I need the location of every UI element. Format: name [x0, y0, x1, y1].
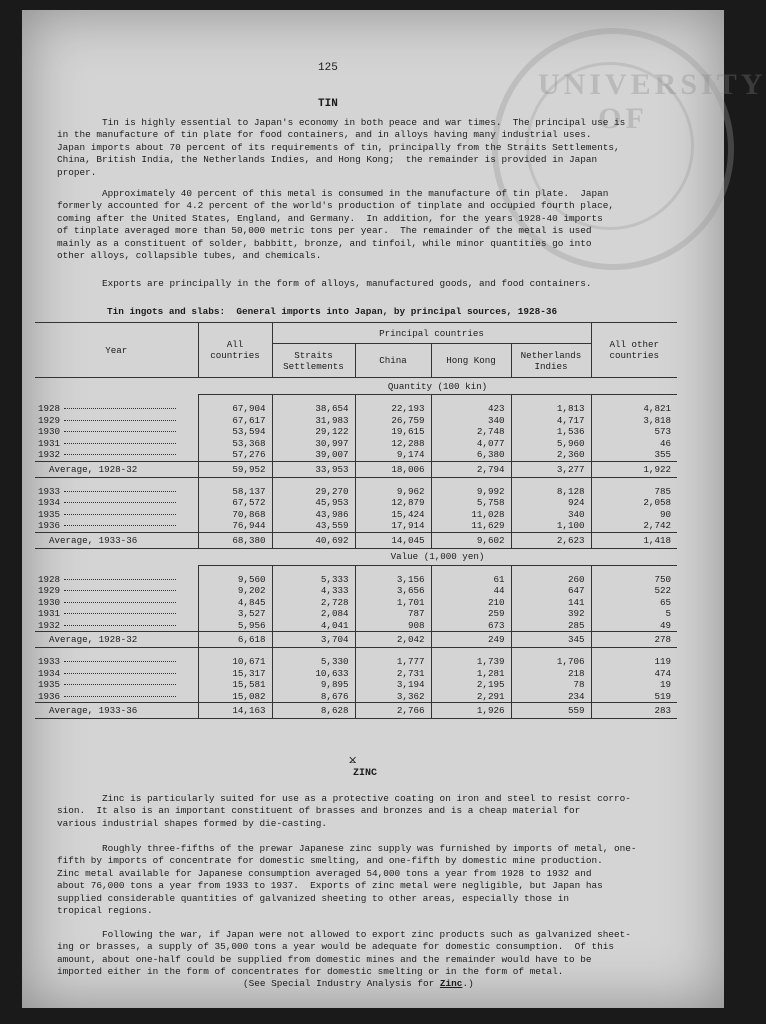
cell-straits-settlements: 5,333 [272, 574, 355, 586]
section-label: Value (1,000 yen) [198, 548, 677, 565]
cell-straits-settlements: 29,270 [272, 486, 355, 498]
cell-hong-kong: 44 [431, 585, 511, 597]
table-row [35, 585, 677, 597]
avg-cell-all-other-countries: 283 [591, 703, 677, 719]
year-label: 1932 [38, 619, 61, 631]
see-also-note [243, 978, 474, 989]
cell-year [35, 497, 198, 509]
avg-cell-straits-settlements: 8,628 [272, 703, 355, 719]
leader-dots [64, 454, 176, 455]
table-row [35, 415, 677, 427]
avg-cell-hong-kong: 9,602 [431, 532, 511, 548]
cell-year [35, 438, 198, 450]
avg-cell-straits-settlements: 40,692 [272, 532, 355, 548]
cell-all-other-countries: 573 [591, 426, 677, 438]
cell-all-countries: 58,137 [198, 486, 272, 498]
cell-straits-settlements: 4,333 [272, 585, 355, 597]
year-label: 1935 [38, 508, 61, 520]
table-row [35, 438, 677, 450]
cell-netherlands-indies: 1,100 [511, 520, 591, 532]
cell-all-other-countries: 90 [591, 509, 677, 521]
cell-netherlands-indies: 392 [511, 608, 591, 620]
table-row [35, 497, 677, 509]
cell-hong-kong: 1,739 [431, 656, 511, 668]
cell-straits-settlements: 29,122 [272, 426, 355, 438]
table-row [35, 691, 677, 703]
cell-netherlands-indies: 1,813 [511, 403, 591, 415]
cell-year [35, 403, 198, 415]
cell-hong-kong: 5,758 [431, 497, 511, 509]
avg-cell-hong-kong: 1,926 [431, 703, 511, 719]
zinc-paragraph-1: Zinc is particularly suited for use as a protective coating on iron and steel to resist corro- sion. It also is an important constituent of brasses and bronzes and is a cheap material for various industrial shapes formed by die-casting. [57, 793, 631, 829]
cell-hong-kong: 259 [431, 608, 511, 620]
leader-dots [64, 625, 176, 626]
header-year: Year [35, 323, 198, 378]
cell-year [35, 449, 198, 461]
cell-all-other-countries: 4,821 [591, 403, 677, 415]
section-title-zinc: ZINC [353, 768, 378, 779]
cell-china: 19,615 [355, 426, 431, 438]
cell-all-countries: 67,572 [198, 497, 272, 509]
table-row [35, 620, 677, 632]
cell-all-countries: 70,868 [198, 509, 272, 521]
table-row [35, 509, 677, 521]
cell-netherlands-indies: 234 [511, 691, 591, 703]
cell-hong-kong: 2,748 [431, 426, 511, 438]
year-label: 1933 [38, 485, 61, 497]
cell-all-other-countries: 49 [591, 620, 677, 632]
avg-cell-year: Average, 1928-32 [35, 461, 198, 477]
average-row [35, 632, 677, 648]
cell-netherlands-indies: 340 [511, 509, 591, 521]
avg-cell-year: Average, 1928-32 [35, 632, 198, 648]
cell-netherlands-indies: 2,360 [511, 449, 591, 461]
cell-hong-kong: 11,629 [431, 520, 511, 532]
section-label: Quantity (100 kin) [198, 378, 677, 395]
table-row [35, 679, 677, 691]
cell-all-countries: 10,671 [198, 656, 272, 668]
cell-straits-settlements: 45,953 [272, 497, 355, 509]
avg-cell-straits-settlements: 33,953 [272, 461, 355, 477]
cell-china: 17,914 [355, 520, 431, 532]
cell-straits-settlements: 43,559 [272, 520, 355, 532]
row-spacer [35, 565, 677, 574]
cell-hong-kong: 210 [431, 597, 511, 609]
leader-dots [64, 491, 176, 492]
cell-all-countries: 9,560 [198, 574, 272, 586]
cell-straits-settlements: 8,676 [272, 691, 355, 703]
cell-all-countries: 4,845 [198, 597, 272, 609]
section-label-spacer [35, 548, 198, 565]
cell-china: 2,731 [355, 668, 431, 680]
year-label: 1934 [38, 667, 61, 679]
cell-straits-settlements: 5,330 [272, 656, 355, 668]
table-row [35, 486, 677, 498]
year-label: 1932 [38, 449, 61, 461]
avg-cell-year: Average, 1933-36 [35, 703, 198, 719]
cell-year [35, 585, 198, 597]
cell-year [35, 656, 198, 668]
cell-year [35, 486, 198, 498]
leader-dots [64, 443, 176, 444]
cell-all-countries: 5,956 [198, 620, 272, 632]
cell-year [35, 426, 198, 438]
cell-all-countries: 15,082 [198, 691, 272, 703]
cell-netherlands-indies: 4,717 [511, 415, 591, 427]
see-note-prefix: (See Special Industry Analysis for [243, 978, 440, 989]
cell-china: 1,701 [355, 597, 431, 609]
cell-china: 3,656 [355, 585, 431, 597]
avg-cell-all-other-countries: 1,922 [591, 461, 677, 477]
cell-year [35, 620, 198, 632]
cell-hong-kong: 673 [431, 620, 511, 632]
seal-text: UNIVERSITY OF [538, 68, 766, 135]
cell-hong-kong: 9,992 [431, 486, 511, 498]
leader-dots [64, 661, 176, 662]
table-row [35, 608, 677, 620]
average-row [35, 461, 677, 477]
cell-year [35, 520, 198, 532]
cell-netherlands-indies: 647 [511, 585, 591, 597]
leader-dots [64, 684, 176, 685]
cell-china: 787 [355, 608, 431, 620]
cell-straits-settlements: 31,983 [272, 415, 355, 427]
table-row [35, 574, 677, 586]
cell-all-countries: 76,944 [198, 520, 272, 532]
leader-dots [64, 431, 176, 432]
cell-netherlands-indies: 8,128 [511, 486, 591, 498]
cell-hong-kong: 2,195 [431, 679, 511, 691]
cell-china: 3,156 [355, 574, 431, 586]
zinc-paragraph-3: Following the war, if Japan were not allowed to export zinc products such as galvanized sheet- ing or brasses, a supply of 35,000 tons a year would be adequate for domestic consumption. Of this amount, about one-half could be supplied from domestic mines and the remainder would have to be imported either in the form of concentrates for domestic smelting or in the form of metal. [57, 929, 631, 978]
cell-all-other-countries: 519 [591, 691, 677, 703]
header-straits-settlements: Straits Settlements [272, 344, 355, 378]
avg-cell-china: 2,766 [355, 703, 431, 719]
header-principal-countries: Principal countries [272, 323, 591, 344]
leader-dots [64, 673, 176, 674]
leader-dots [64, 420, 176, 421]
cell-all-other-countries: 2,742 [591, 520, 677, 532]
cell-netherlands-indies: 1,536 [511, 426, 591, 438]
row-spacer [35, 477, 677, 486]
avg-cell-china: 18,006 [355, 461, 431, 477]
leader-dots [64, 696, 176, 697]
table-caption: Tin ingots and slabs: General imports into Japan, by principal sources, 1928-36 [107, 306, 558, 317]
cell-all-other-countries: 65 [591, 597, 677, 609]
avg-cell-hong-kong: 249 [431, 632, 511, 648]
cell-straits-settlements: 38,654 [272, 403, 355, 415]
tin-imports-table [35, 322, 677, 719]
year-label: 1931 [38, 437, 61, 449]
year-label: 1928 [38, 573, 61, 585]
cell-all-other-countries: 5 [591, 608, 677, 620]
cell-year [35, 691, 198, 703]
avg-cell-hong-kong: 2,794 [431, 461, 511, 477]
cell-straits-settlements: 2,728 [272, 597, 355, 609]
cell-all-countries: 53,368 [198, 438, 272, 450]
cell-all-other-countries: 46 [591, 438, 677, 450]
cell-all-other-countries: 3,818 [591, 415, 677, 427]
avg-cell-china: 14,045 [355, 532, 431, 548]
cell-straits-settlements: 9,895 [272, 679, 355, 691]
cell-hong-kong: 2,291 [431, 691, 511, 703]
see-note-zinc-reference: Zinc [439, 978, 463, 989]
table-row [35, 668, 677, 680]
cell-hong-kong: 6,380 [431, 449, 511, 461]
cell-all-other-countries: 355 [591, 449, 677, 461]
avg-cell-straits-settlements: 3,704 [272, 632, 355, 648]
year-label: 1933 [38, 656, 61, 668]
cell-china: 1,777 [355, 656, 431, 668]
cell-netherlands-indies: 1,706 [511, 656, 591, 668]
table-row [35, 426, 677, 438]
tin-paragraph-2: Approximately 40 percent of this metal is consumed in the manufacture of tin plate. Japan formerly accounted for 4.2 percent of the world's production of tinplate and occupied fourth place, coming after the United States, England, and Germany. In addition, for the years 1928-40 imports of tinplate averaged more than 50,000 metric tons per year. The remainder of the metal is used mainly as a constituent of solder, babbitt, bronze, and tinfoil, while minor quantities go into other alloys, collapsible tubes, and chemicals. [57, 188, 614, 262]
cell-straits-settlements: 39,007 [272, 449, 355, 461]
cell-straits-settlements: 43,986 [272, 509, 355, 521]
cell-year [35, 574, 198, 586]
leader-dots [64, 514, 176, 515]
year-label: 1928 [38, 403, 61, 415]
cell-all-other-countries: 119 [591, 656, 677, 668]
row-spacer [35, 648, 677, 657]
cell-china: 12,288 [355, 438, 431, 450]
year-label: 1936 [38, 690, 61, 702]
cell-all-other-countries: 2,058 [591, 497, 677, 509]
header-all-countries: All countries [198, 323, 272, 378]
cell-netherlands-indies: 78 [511, 679, 591, 691]
cell-china: 22,193 [355, 403, 431, 415]
cell-all-other-countries: 474 [591, 668, 677, 680]
year-label: 1934 [38, 497, 61, 509]
cell-year [35, 679, 198, 691]
cell-straits-settlements: 4,041 [272, 620, 355, 632]
cell-hong-kong: 11,028 [431, 509, 511, 521]
avg-cell-all-countries: 14,163 [198, 703, 272, 719]
avg-cell-all-countries: 59,952 [198, 461, 272, 477]
table-row [35, 520, 677, 532]
year-label: 1930 [38, 426, 61, 438]
cell-straits-settlements: 10,633 [272, 668, 355, 680]
cell-hong-kong: 423 [431, 403, 511, 415]
cell-netherlands-indies: 285 [511, 620, 591, 632]
cell-all-countries: 53,594 [198, 426, 272, 438]
table-row [35, 656, 677, 668]
header-china: China [355, 344, 431, 378]
see-note-suffix: .) [462, 978, 474, 989]
cell-china: 9,174 [355, 449, 431, 461]
table-row [35, 449, 677, 461]
page-number: 125 [318, 62, 338, 74]
cell-year [35, 415, 198, 427]
avg-cell-all-other-countries: 1,418 [591, 532, 677, 548]
year-label: 1936 [38, 520, 61, 532]
cell-all-countries: 57,276 [198, 449, 272, 461]
cell-netherlands-indies: 5,960 [511, 438, 591, 450]
avg-cell-all-countries: 68,380 [198, 532, 272, 548]
zinc-paragraph-2: Roughly three-fifths of the prewar Japanese zinc supply was furnished by imports of metal, one- fifth by imports of concentrate for domestic smelting, and one-fifth by domestic mine production. Zinc metal available for Japanese consumption averaged 54,000 tons a year from 1928 to 1932 and about 76,000 tons a year from 1933 to 1937. Exports of zinc metal were negligible, but Japan has supplied considerable quantities of galvanized sheeting to other areas, especially those in tropical regions. [57, 843, 637, 917]
header-hong-kong: Hong Kong [431, 344, 511, 378]
cell-all-other-countries: 785 [591, 486, 677, 498]
leader-dots [64, 602, 176, 603]
cell-hong-kong: 340 [431, 415, 511, 427]
cell-china: 9,962 [355, 486, 431, 498]
cell-year [35, 668, 198, 680]
avg-cell-netherlands-indies: 345 [511, 632, 591, 648]
cell-year [35, 597, 198, 609]
leader-dots [64, 525, 176, 526]
table-row [35, 597, 677, 609]
cell-all-countries: 67,904 [198, 403, 272, 415]
avg-cell-netherlands-indies: 2,623 [511, 532, 591, 548]
header-all-other-countries: All other countries [591, 323, 677, 378]
cell-all-countries: 3,527 [198, 608, 272, 620]
leader-dots [64, 590, 176, 591]
cell-straits-settlements: 2,084 [272, 608, 355, 620]
cell-china: 3,194 [355, 679, 431, 691]
avg-cell-china: 2,042 [355, 632, 431, 648]
avg-cell-all-other-countries: 278 [591, 632, 677, 648]
cell-netherlands-indies: 924 [511, 497, 591, 509]
cell-all-countries: 9,202 [198, 585, 272, 597]
average-row [35, 703, 677, 719]
cell-year [35, 608, 198, 620]
cell-all-other-countries: 522 [591, 585, 677, 597]
row-spacer [35, 395, 677, 404]
cell-china: 26,759 [355, 415, 431, 427]
table-row [35, 403, 677, 415]
leader-dots [64, 579, 176, 580]
cell-straits-settlements: 30,997 [272, 438, 355, 450]
average-row [35, 532, 677, 548]
cell-netherlands-indies: 260 [511, 574, 591, 586]
section-title-tin: TIN [318, 98, 338, 110]
cell-netherlands-indies: 218 [511, 668, 591, 680]
cell-china: 12,879 [355, 497, 431, 509]
cell-all-other-countries: 750 [591, 574, 677, 586]
avg-cell-all-countries: 6,618 [198, 632, 272, 648]
section-divider-mark: ⨲ [349, 752, 357, 767]
cell-all-countries: 15,317 [198, 668, 272, 680]
cell-netherlands-indies: 141 [511, 597, 591, 609]
header-netherlands-indies: Netherlands Indies [511, 344, 591, 378]
cell-hong-kong: 61 [431, 574, 511, 586]
avg-cell-year: Average, 1933-36 [35, 532, 198, 548]
cell-year [35, 509, 198, 521]
leader-dots [64, 502, 176, 503]
year-label: 1929 [38, 414, 61, 426]
tin-paragraph-3: Exports are principally in the form of alloys, manufactured goods, and food containers. [57, 278, 592, 289]
leader-dots [64, 613, 176, 614]
cell-all-other-countries: 19 [591, 679, 677, 691]
cell-all-countries: 15,581 [198, 679, 272, 691]
cell-china: 15,424 [355, 509, 431, 521]
year-label: 1929 [38, 585, 61, 597]
tin-paragraph-1: Tin is highly essential to Japan's economy in both peace and war times. The principal use is in the manufacture of tin plate for food containers, and in alloys having many industrial uses. Japan imports about 70 percent of its requirements of tin, principally from the Straits Settlements, China, British India, the Netherlands Indies, and Hong Kong; the remainder is provided in Japan proper. [57, 117, 626, 178]
cell-hong-kong: 1,281 [431, 668, 511, 680]
year-label: 1930 [38, 596, 61, 608]
avg-cell-netherlands-indies: 3,277 [511, 461, 591, 477]
cell-hong-kong: 4,077 [431, 438, 511, 450]
section-label-spacer [35, 378, 198, 395]
cell-all-countries: 67,617 [198, 415, 272, 427]
year-label: 1931 [38, 608, 61, 620]
avg-cell-netherlands-indies: 559 [511, 703, 591, 719]
leader-dots [64, 408, 176, 409]
year-label: 1935 [38, 679, 61, 691]
cell-china: 3,362 [355, 691, 431, 703]
cell-china: 908 [355, 620, 431, 632]
